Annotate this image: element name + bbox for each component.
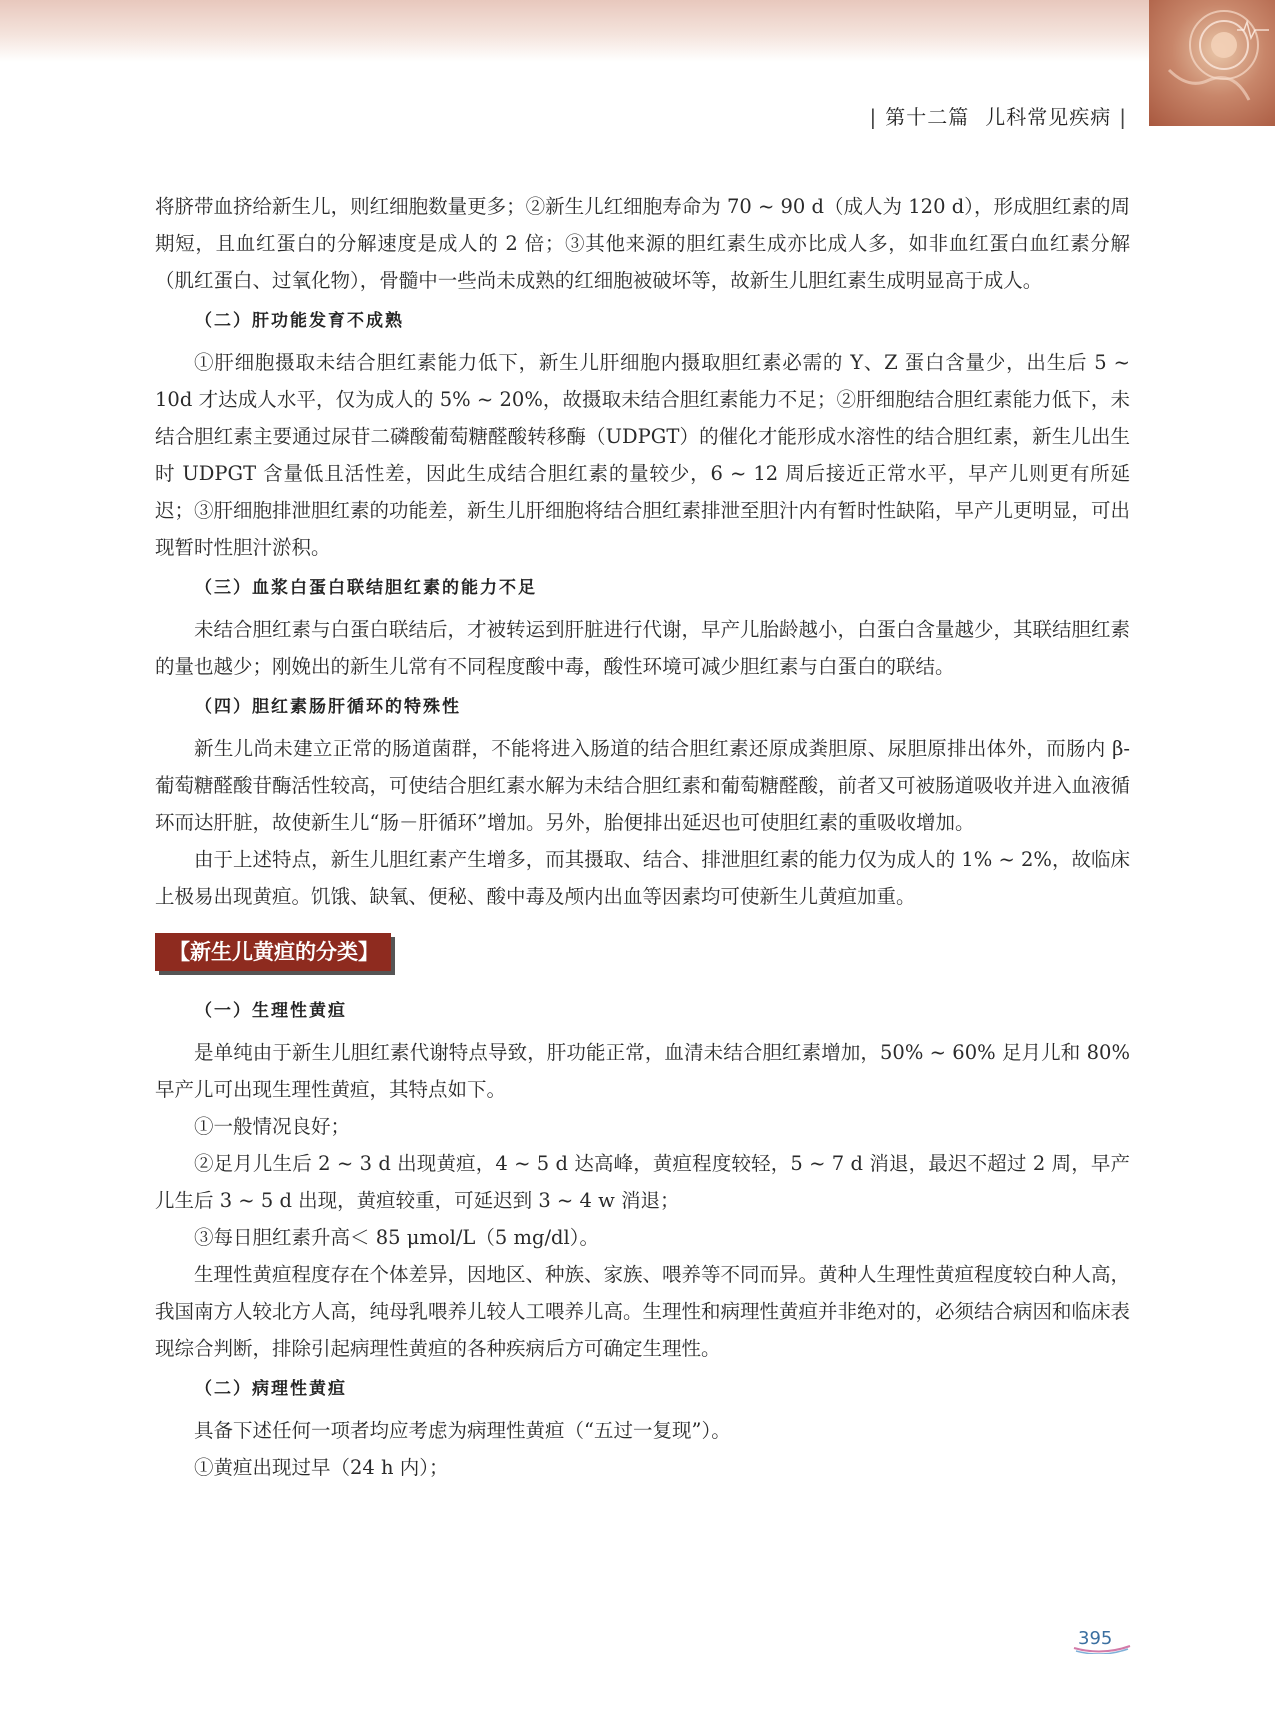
divider: | <box>869 105 878 129</box>
divider: | <box>1119 105 1127 129</box>
page-number-swoosh-icon <box>1072 1642 1132 1654</box>
subheading: （四）胆红素肠肝循环的特殊性 <box>195 697 461 717</box>
main-content <box>155 188 1130 1486</box>
chapter-title: 儿科常见疾病 <box>985 105 1112 129</box>
list-item: ①黄疸出现过早（24 h 内）； <box>194 1456 449 1479</box>
paragraph: 未结合胆红素与白蛋白联结后，才被转运到肝脏进行代谢，早产儿胎龄越小，白蛋白含量越少，其联结胆红素的量也越少；刚娩出的新生儿常有不同程度酸中毒，酸性环境可减少胆红素与白蛋白的联结。 <box>155 618 1131 678</box>
paragraph: 由于上述特点，新生儿胆红素产生增多，而其摄取、结合、排泄胆红素的能力仅为成人的 1% ~ 2%，故临床上极易出现黄疸。饥饿、缺氧、便秘、酸中毒及颅内出血等因素均可使新生儿黄疸加重。 <box>155 848 1130 908</box>
subheading: （二）病理性黄疸 <box>195 1379 347 1399</box>
page-number: 395 <box>1078 1628 1113 1649</box>
list-item: ①一般情况良好； <box>194 1115 351 1138</box>
running-head <box>862 101 1136 130</box>
paragraph: 将脐带血挤给新生儿，则红细胞数量更多；②新生儿红细胞寿命为 70 ~ 90 d（成人为 120 d），形成胆红素的周期短，且血红蛋白的分解速度是成人的 2 倍；③其他来源的胆红素生成亦比成人多，如非血红蛋白血红素分解（肌红蛋白、过氧化物），骨髓中一些尚未成熟的红细胞被破坏等，故新生儿胆红素生成明显高于成人。 <box>155 195 1130 292</box>
part-label: 第十二篇 <box>885 105 970 129</box>
list-item: ②足月儿生后 2 ~ 3 d 出现黄疸，4 ~ 5 d 达高峰，黄疸程度较轻，5 ~ 7 d 消退，最迟不超过 2 周，早产儿生后 3 ~ 5 d 出现，黄疸较重，可延迟到 3 ~ 4 w 消退； <box>155 1152 1130 1212</box>
paragraph: 是单纯由于新生儿胆红素代谢特点导致，肝功能正常，血清未结合胆红素增加，50% ~ 60% 足月儿和 80%早产儿可出现生理性黄疸，其特点如下。 <box>155 1041 1130 1101</box>
header-band <box>0 0 1275 62</box>
paragraph: 新生儿尚未建立正常的肠道菌群，不能将进入肠道的结合胆红素还原成粪胆原、尿胆原排出体外，而肠内 β- 葡萄糖醛酸苷酶活性较高，可使结合胆红素水解为未结合胆红素和葡萄糖醛酸，前者又可被肠道吸收并进入血液循环而达肝脏，故使新生儿“肠－肝循环”增加。另外，胎便排出延迟也可使胆红素的重吸收增加。 <box>155 737 1131 834</box>
subheading: （三）血浆白蛋白联结胆红素的能力不足 <box>195 578 537 598</box>
section-title: 【新生儿黄疸的分类】 <box>155 933 391 971</box>
stethoscope-image <box>1149 0 1275 126</box>
subheading: （一）生理性黄疸 <box>195 1001 347 1021</box>
paragraph: 生理性黄疸程度存在个体差异，因地区、种族、家族、喂养等不同而异。黄种人生理性黄疸程度较白种人高，我国南方人较北方人高，纯母乳喂养儿较人工喂养儿高。生理性和病理性黄疸并非绝对的，必须结合病因和临床表现综合判断，排除引起病理性黄疸的各种疾病后方可确定生理性。 <box>155 1263 1131 1360</box>
paragraph: ①肝细胞摄取未结合胆红素能力低下，新生儿肝细胞内摄取胆红素必需的 Y、Z 蛋白含量少，出生后 5 ~ 10d 才达成人水平，仅为成人的 5% ~ 20%，故摄取未结合胆红素能力不足；②肝细胞结合胆红素能力低下，未结合胆红素主要通过尿苷二磷酸葡萄糖醛酸转移酶（UDPGT）的催化才能形成水溶性的结合胆红素，新生儿出生时 UDPGT 含量低且活性差，因此生成结合胆红素的量较少，6 ~ 12 周后接近正常水平，早产儿则更有所延迟；③肝细胞排泄胆红素的功能差，新生儿肝细胞将结合胆红素排泄至胆汁内有暂时性缺陷，早产儿更明显，可出现暂时性胆汁淤积。 <box>155 351 1131 559</box>
subheading: （二）肝功能发育不成熟 <box>195 311 404 331</box>
list-item: ③每日胆红素升高＜ 85 μmol/L（5 mg/dl）。 <box>194 1226 599 1249</box>
paragraph: 具备下述任何一项者均应考虑为病理性黄疸（“五过一复现”）。 <box>194 1419 731 1442</box>
